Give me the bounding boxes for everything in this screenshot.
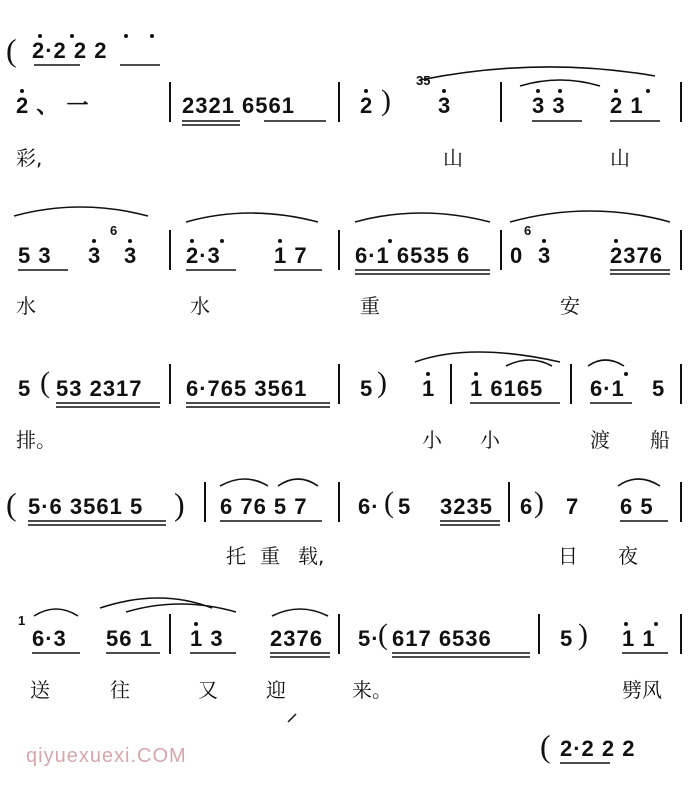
line5-measure2a: 1 3 xyxy=(190,626,224,651)
lyric: 小 xyxy=(480,428,500,452)
lyric: 彩, xyxy=(16,146,43,170)
line4-measure4a: 6 xyxy=(520,494,534,519)
line4-measure4b: 7 xyxy=(566,494,580,519)
line2-measure2a: 2·3 xyxy=(186,243,221,268)
line3-measure3a: 5 xyxy=(360,376,374,401)
barline xyxy=(169,82,171,122)
barline xyxy=(570,364,572,404)
barline xyxy=(204,482,206,522)
barline xyxy=(338,82,340,122)
slur xyxy=(272,609,328,616)
slur xyxy=(186,213,318,222)
open-parenthesis: ( xyxy=(6,486,17,522)
slur xyxy=(355,213,490,222)
line5-measure3b: 617 6536 xyxy=(392,626,492,651)
lyric: 重 xyxy=(360,294,380,318)
slur xyxy=(34,609,78,616)
lyric: 船 xyxy=(650,428,670,452)
barline xyxy=(680,230,682,270)
line2-measure4c: 2376 xyxy=(610,243,663,268)
lyric: 排。 xyxy=(16,428,56,452)
line2-measure2b: 1 7 xyxy=(274,243,308,268)
octave-dot xyxy=(646,89,650,93)
line2-measure1b: 3 xyxy=(88,243,102,268)
line1-measure2: 2321 6561 xyxy=(182,93,295,118)
grace-note: 6 xyxy=(110,223,118,238)
line2-measure1a: 5 3 xyxy=(18,243,52,268)
slur xyxy=(520,80,600,86)
slur xyxy=(618,479,660,486)
lyric: 夜 xyxy=(618,544,638,568)
stray-mark xyxy=(288,714,296,722)
barline xyxy=(169,364,171,404)
line4-measure3b: 5 xyxy=(398,494,412,519)
line1-measure5b: 2 1 xyxy=(610,93,644,118)
line3-measure3b: 1 xyxy=(422,376,436,401)
barline xyxy=(338,482,340,522)
barline xyxy=(538,614,540,654)
line2-measure3: 6·1 6535 6 xyxy=(355,243,471,268)
line4-measure4c: 6 5 xyxy=(620,494,654,519)
line4-measure2: 6 76 5 7 xyxy=(220,494,308,519)
lyric: 托 xyxy=(226,544,246,568)
line5-measure4a: 5 xyxy=(560,626,574,651)
lyric: 来。 xyxy=(352,678,392,702)
slur xyxy=(14,207,148,216)
barline xyxy=(680,82,682,122)
barline xyxy=(680,364,682,404)
line5-measure1b: 56 1 xyxy=(106,626,153,651)
barline xyxy=(338,614,340,654)
lyric: 水 xyxy=(190,294,210,318)
line3-measure5a: 6·1 xyxy=(590,376,625,401)
grace-note: 1 xyxy=(18,613,26,628)
lyric: 水 xyxy=(16,294,36,318)
barline xyxy=(338,364,340,404)
close-parenthesis: ) xyxy=(377,366,387,399)
line1-measure5a: 3 3 xyxy=(532,93,566,118)
close-parenthesis: ) xyxy=(578,618,588,651)
slur xyxy=(420,67,655,80)
barline xyxy=(508,482,510,522)
open-parenthesis: ( xyxy=(6,32,17,68)
lyric: 往 xyxy=(110,678,130,702)
line2-measure4a: 0 xyxy=(510,243,524,268)
barline xyxy=(169,614,171,654)
octave-dot xyxy=(124,34,128,38)
lyric: 山 xyxy=(610,146,630,170)
barline xyxy=(338,230,340,270)
slur xyxy=(278,479,318,486)
octave-dot xyxy=(150,34,154,38)
lyric: 载, xyxy=(298,544,325,568)
line3-measure1: 5 xyxy=(18,376,32,401)
barline xyxy=(680,614,682,654)
lyric: 日 xyxy=(558,544,578,568)
lyric: 送 xyxy=(30,678,50,702)
close-parenthesis: ) xyxy=(534,486,544,519)
lyric: 劈风 xyxy=(622,678,662,702)
slur xyxy=(220,479,268,486)
slur xyxy=(588,360,624,366)
close-parenthesis: ) xyxy=(174,486,185,522)
lyric: 安 xyxy=(560,294,580,318)
barline xyxy=(680,482,682,522)
open-parenthesis: ( xyxy=(384,486,394,519)
lyric: 又 xyxy=(198,678,218,702)
barline xyxy=(500,82,502,122)
grace-note: 6 xyxy=(524,223,532,238)
line2-measure4b: 3 xyxy=(538,243,552,268)
grace-notes: 35 xyxy=(416,73,431,88)
line5-measure3a: 5· xyxy=(358,626,380,651)
lyric: 山 xyxy=(443,146,463,170)
line4-measure3c: 3235 xyxy=(440,494,493,519)
slur xyxy=(126,604,236,612)
line5-measure4b: 1 1 xyxy=(622,626,656,651)
line4-measure1: 5·6 3561 5 xyxy=(28,494,144,519)
watermark-text: qiyuexuexi.COM xyxy=(26,745,187,767)
line1-measure1: 2 、 一 xyxy=(16,93,90,118)
slur xyxy=(415,352,560,362)
lyric: 小 xyxy=(422,428,442,452)
line4-measure3a: 6· xyxy=(358,494,380,519)
barline xyxy=(500,230,502,270)
slur xyxy=(506,360,552,366)
line6-notes: 2·2 2 2 xyxy=(560,736,636,761)
barline xyxy=(450,364,452,404)
lyric: 迎 xyxy=(266,678,286,702)
line1-measure3: 2 xyxy=(360,93,374,118)
slur xyxy=(100,598,212,608)
line5-measure2b: 2376 xyxy=(270,626,323,651)
open-parenthesis: ( xyxy=(540,728,551,764)
line3-measure4: 1 6165 xyxy=(470,376,544,401)
intro-notes: 2·2 2 2 xyxy=(32,38,108,63)
open-parenthesis: ( xyxy=(378,618,388,651)
line3-measure1b: 53 2317 xyxy=(56,376,143,401)
lyric: 重 xyxy=(260,544,280,568)
lyric: 渡 xyxy=(590,428,610,452)
line2-measure1c: 3 xyxy=(124,243,138,268)
line3-measure2: 6·765 3561 xyxy=(186,376,308,401)
slur xyxy=(510,211,670,222)
open-parenthesis: ( xyxy=(40,366,50,399)
line1-measure4: 3 xyxy=(438,93,452,118)
line3-measure5b: 5 xyxy=(652,376,666,401)
barline xyxy=(169,230,171,270)
close-parenthesis: ) xyxy=(381,84,391,117)
line5-measure1: 6·3 xyxy=(32,626,67,651)
